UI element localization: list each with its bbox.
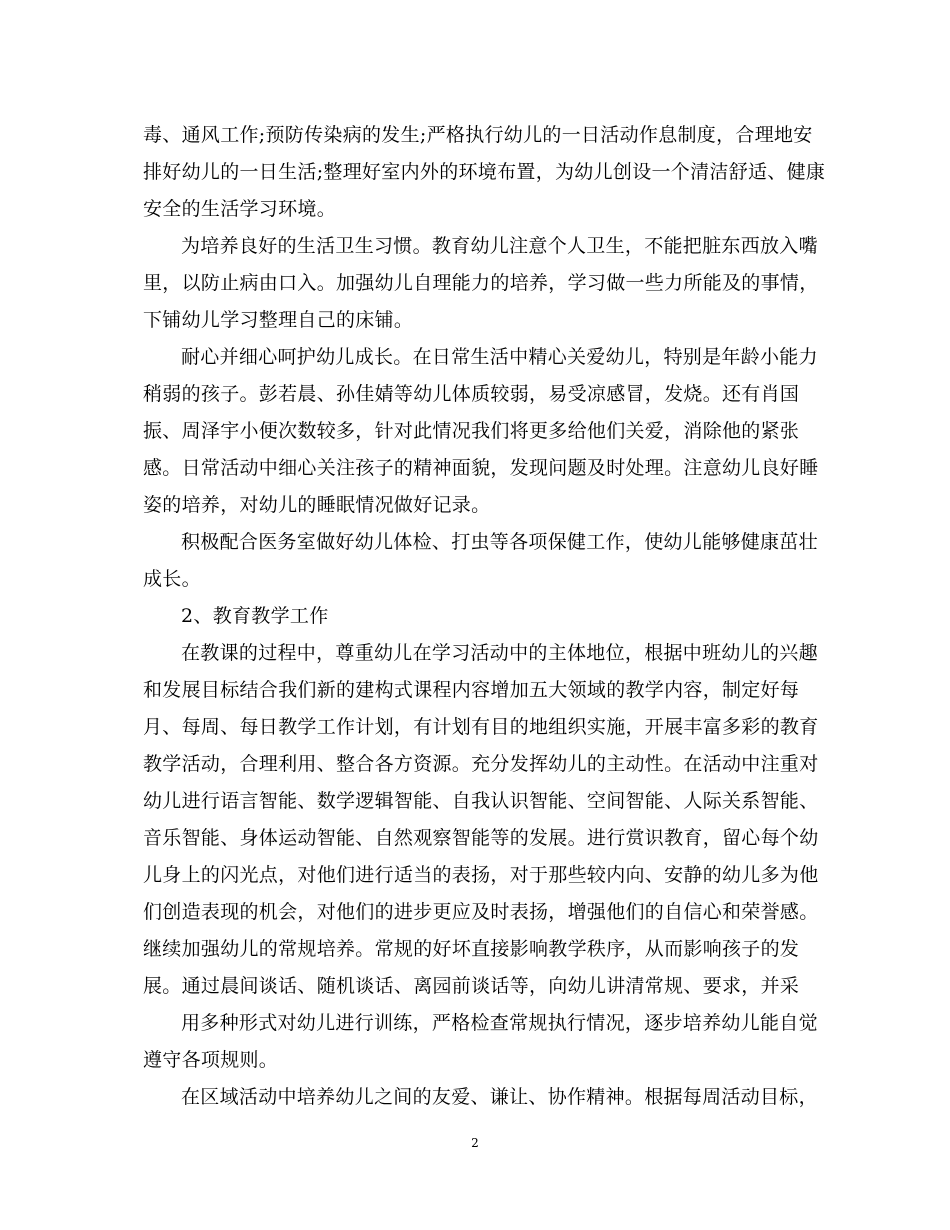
text-line: 耐心并细心呵护幼儿成长。在日常生活中精心关爱幼儿，特别是年龄小能力 (181, 346, 818, 368)
text-line: 音乐智能、身体运动智能、自然观察智能等的发展。进行赏识教育，留心每个幼 (143, 827, 819, 849)
text-line: 们创造表现的机会，对他们的进步更应及时表扬，增强他们的自信心和荣誉感。 (143, 901, 819, 923)
text-line: 用多种形式对幼儿进行训练，严格检查常规执行情况，逐步培养幼儿能自觉 (181, 1012, 818, 1034)
text-line: 2、教育教学工作 (181, 605, 329, 627)
text-line: 在教课的过程中，尊重幼儿在学习活动中的主体地位，根据中班幼儿的兴趣 (181, 642, 818, 664)
text-line: 里，以防止病由口入。加强幼儿自理能力的培养，学习做一些力所能及的事情， (143, 272, 819, 294)
text-line: 展。通过晨间谈话、随机谈话、离园前谈话等，向幼儿讲清常规、要求，并采 (143, 975, 800, 997)
text-line: 在区域活动中培养幼儿之间的友爱、谦让、协作精神。根据每周活动目标， (181, 1086, 818, 1108)
text-line: 月、每周、每日教学工作计划，有计划有目的地组织实施，开展丰富多彩的教育 (143, 716, 819, 738)
text-line: 下铺幼儿学习整理自己的床铺。 (143, 309, 414, 331)
text-line: 姿的培养，对幼儿的睡眠情况做好记录。 (143, 494, 491, 516)
text-line: 继续加强幼儿的常规培养。常规的好坏直接影响教学秩序，从而影响孩子的发 (143, 938, 800, 960)
text-line: 成长。 (143, 568, 201, 590)
text-line: 和发展目标结合我们新的建构式课程内容增加五大领域的教学内容，制定好每 (143, 679, 800, 701)
text-line: 积极配合医务室做好幼儿体检、打虫等各项保健工作，使幼儿能够健康茁壮 (181, 531, 818, 553)
text-line: 儿身上的闪光点，对他们进行适当的表扬，对于那些较内向、安静的幼儿多为他 (143, 864, 819, 886)
text-line: 幼儿进行语言智能、数学逻辑智能、自我认识智能、空间智能、人际关系智能、 (143, 790, 819, 812)
text-line: 振、周泽宇小便次数较多，针对此情况我们将更多给他们关爱，消除他的紧张 (143, 420, 800, 442)
text-line: 稍弱的孩子。彭若晨、孙佳婧等幼儿体质较弱，易受凉感冒，发烧。还有肖国 (143, 383, 800, 405)
page-number: 2 (471, 1136, 479, 1150)
text-line: 教学活动，合理利用、整合各方资源。充分发挥幼儿的主动性。在活动中注重对 (143, 753, 819, 775)
text-line: 感。日常活动中细心关注孩子的精神面貌，发现问题及时处理。注意幼儿良好睡 (143, 457, 819, 479)
text-line: 安全的生活学习环境。 (143, 198, 337, 220)
text-line: 毒、通风工作;预防传染病的发生;严格执行幼儿的一日活动作息制度，合理地安 (143, 124, 813, 146)
body-text (143, 117, 826, 1116)
text-line: 为培养良好的生活卫生习惯。教育幼儿注意个人卫生，不能把脏东西放入嘴 (181, 235, 818, 257)
text-line: 遵守各项规则。 (143, 1049, 279, 1071)
text-line: 排好幼儿的一日生活;整理好室内外的环境布置，为幼儿创设一个清洁舒适、健康 (143, 161, 826, 183)
